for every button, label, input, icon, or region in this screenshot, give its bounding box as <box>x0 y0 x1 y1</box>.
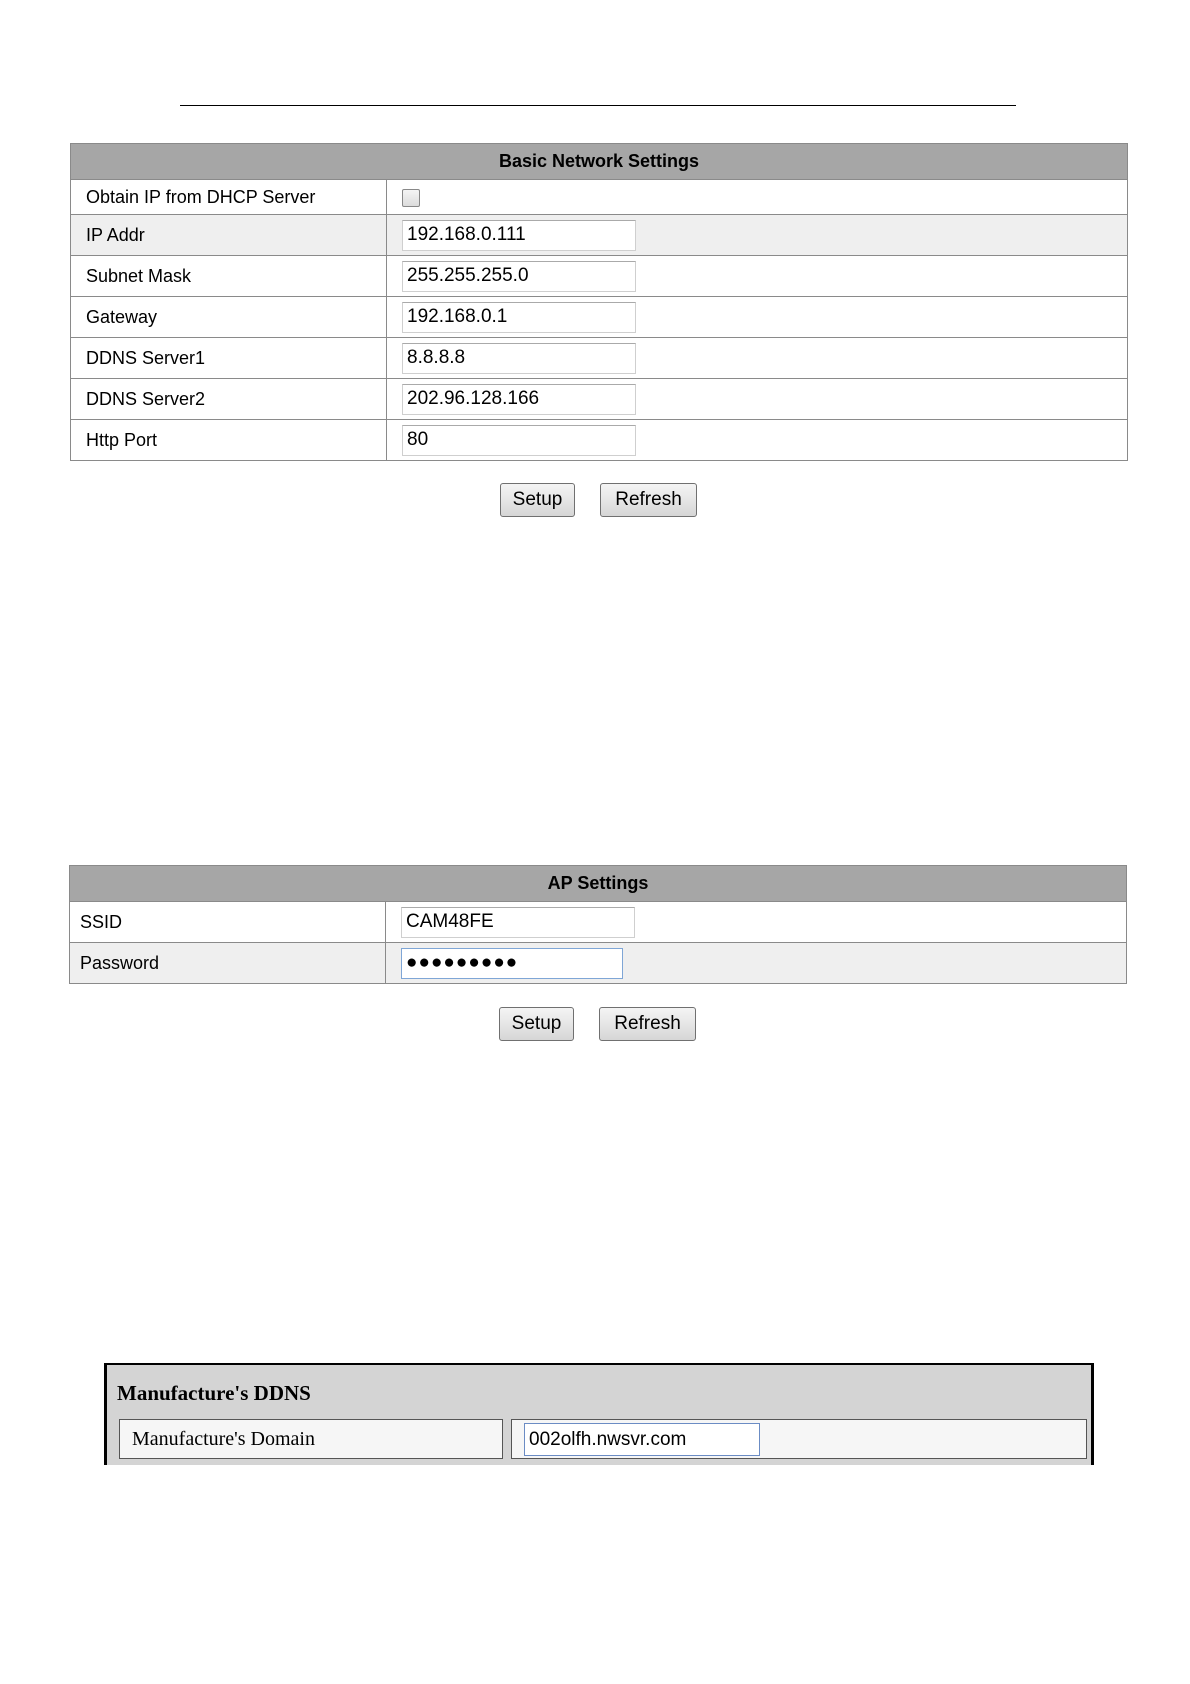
manufacture-ddns-panel <box>104 1363 1094 1465</box>
password-label: Password <box>70 943 386 984</box>
ap-settings-setup-button[interactable]: Setup <box>499 1007 574 1041</box>
basic-network-refresh-button[interactable]: Refresh <box>600 483 697 517</box>
basic-network-setup-button[interactable]: Setup <box>500 483 575 517</box>
password-input[interactable] <box>401 948 623 979</box>
basic-network-table <box>70 143 1128 461</box>
subnet-mask-input[interactable] <box>402 261 636 292</box>
ip-addr-input[interactable] <box>402 220 636 251</box>
ddns-server2-label: DDNS Server2 <box>71 379 387 420</box>
gateway-input[interactable] <box>402 302 636 333</box>
ddns-server1-input[interactable] <box>402 343 636 374</box>
ap-settings-refresh-button[interactable]: Refresh <box>599 1007 696 1041</box>
manufacture-domain-label: Manufacture's Domain <box>119 1419 503 1459</box>
basic-network-title: Basic Network Settings <box>71 144 1128 180</box>
dhcp-checkbox[interactable] <box>402 189 420 207</box>
manufacture-domain-input[interactable] <box>524 1423 760 1456</box>
ssid-label: SSID <box>70 902 386 943</box>
http-port-input[interactable] <box>402 425 636 456</box>
manufacture-domain-cell <box>511 1419 1087 1459</box>
ip-addr-label: IP Addr <box>71 215 387 256</box>
manufacture-ddns-title: Manufacture's DDNS <box>117 1381 311 1405</box>
ssid-input[interactable] <box>401 907 635 938</box>
ddns-server1-label: DDNS Server1 <box>71 338 387 379</box>
subnet-mask-label: Subnet Mask <box>71 256 387 297</box>
dhcp-label: Obtain IP from DHCP Server <box>71 180 387 215</box>
ap-settings-table <box>69 865 1127 984</box>
http-port-label: Http Port <box>71 420 387 461</box>
ap-settings-title: AP Settings <box>70 866 1127 902</box>
top-divider <box>180 105 1016 106</box>
ddns-server2-input[interactable] <box>402 384 636 415</box>
gateway-label: Gateway <box>71 297 387 338</box>
